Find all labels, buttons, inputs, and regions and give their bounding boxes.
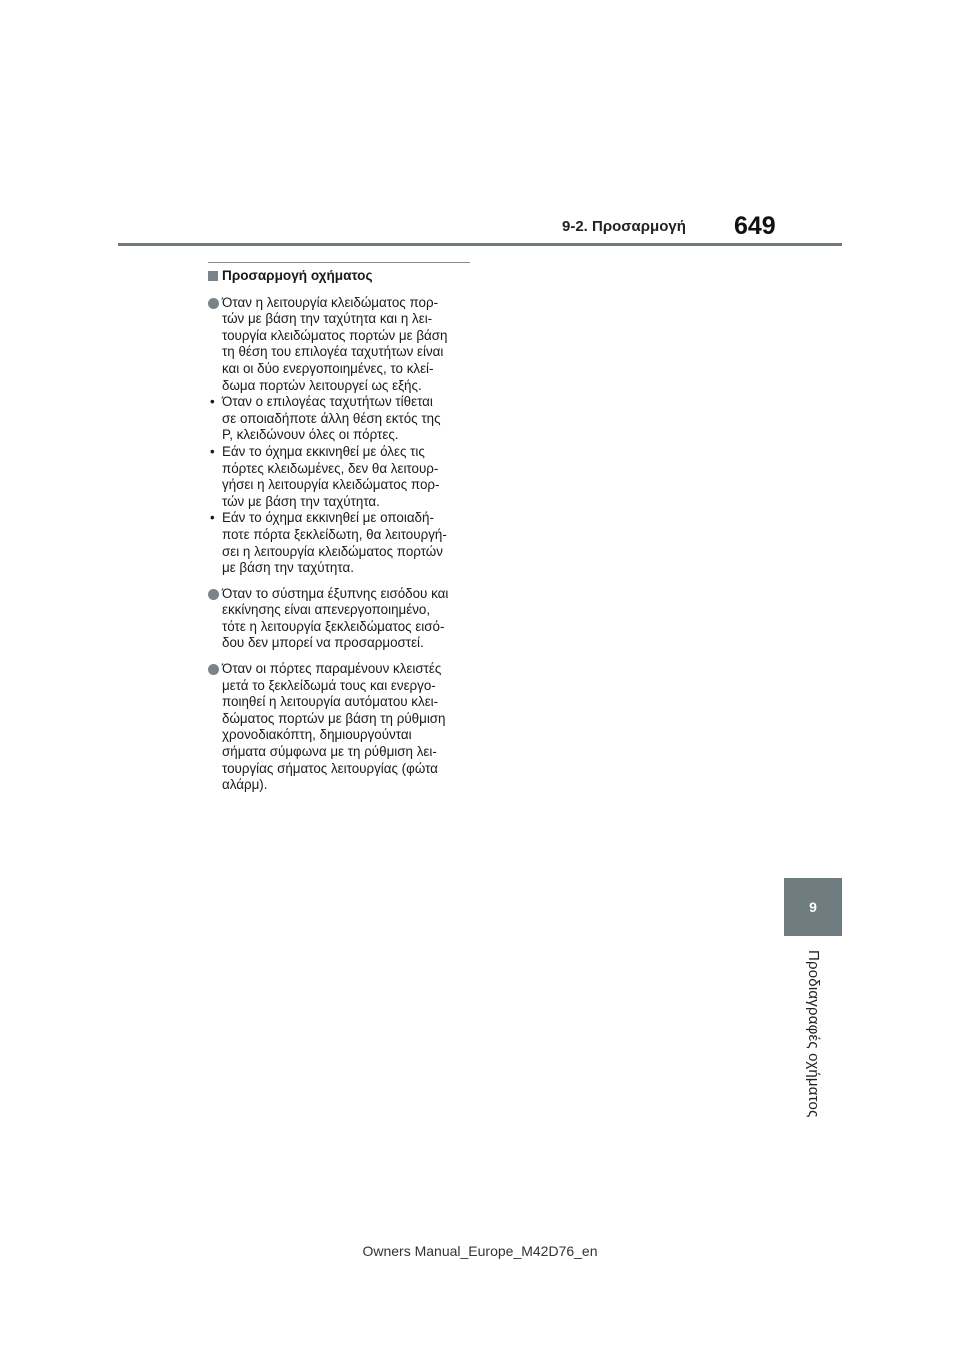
paragraph-line: τουργία κλειδώματος πορτών με βάση xyxy=(222,327,448,343)
paragraph-line: Όταν το σύστημα έξυπνης εισόδου και xyxy=(222,585,449,601)
circle-bullet-icon xyxy=(208,664,219,675)
subitem-line: με βάση την ταχύτητα. xyxy=(222,560,354,576)
subitem-line: σει η λειτουργία κλειδώματος πορτών xyxy=(222,543,443,559)
paragraph-line: τουργίας σήματος λειτουργίας (φώτα xyxy=(222,760,438,776)
subitem-line: P, κλειδώνουν όλες οι πόρτες. xyxy=(222,427,399,443)
chapter-title: Προδιαγραφές οχήματος xyxy=(805,950,822,1118)
section-heading-text: Προσαρμογή οχήματος xyxy=(222,268,373,283)
bullet-dot: • xyxy=(210,443,215,459)
page-number: 649 xyxy=(734,212,776,240)
paragraph-line: Όταν οι πόρτες παραμένουν κλειστές xyxy=(222,661,442,677)
subitem-line: Εάν το όχημα εκκινηθεί με οποιαδή- xyxy=(222,510,434,526)
paragraph xyxy=(208,295,470,395)
subitem-line: Όταν ο επιλογέας ταχυτήτων τίθεται xyxy=(222,394,433,410)
chapter-tab xyxy=(784,878,842,936)
paragraph-line: μετά το ξεκλείδωμά τους και ενεργο- xyxy=(222,677,436,693)
subitem xyxy=(208,394,470,444)
paragraph-line: αλάρμ). xyxy=(222,777,268,793)
paragraph-line: Όταν η λειτουργία κλειδώματος πορ- xyxy=(222,294,439,310)
circle-bullet-icon xyxy=(208,589,219,600)
subitem-list xyxy=(208,394,470,577)
paragraph-line: τών με βάση την ταχύτητα και η λει- xyxy=(222,311,433,327)
paragraph-line: δωμα πορτών λειτουργεί ως εξής. xyxy=(222,377,422,393)
running-header-section: 9-2. Προσαρμογή xyxy=(562,218,686,235)
paragraph xyxy=(208,661,470,794)
paragraph-line: δώματος πορτών με βάση τη ρύθμιση xyxy=(222,710,446,726)
bullet-dot: • xyxy=(210,394,215,410)
section-divider xyxy=(208,262,470,263)
paragraph-line: τότε η λειτουργία ξεκλειδώματος εισό- xyxy=(222,618,445,634)
content-column xyxy=(208,262,470,803)
subitem-line: τών με βάση την ταχύτητα. xyxy=(222,493,380,509)
subitem-line: Εάν το όχημα εκκινηθεί με όλες τις xyxy=(222,443,425,459)
chapter-number: 9 xyxy=(809,899,817,915)
paragraph-line: χρονοδιακόπτη, δημιουργούνται xyxy=(222,727,412,743)
subitem-line: πόρτες κλειδωμένες, δεν θα λειτουρ- xyxy=(222,460,439,476)
section-heading xyxy=(208,268,470,285)
subitem-line: σε οποιαδήποτε άλλη θέση εκτός της xyxy=(222,410,441,426)
paragraph-line: εκκίνησης είναι απενεργοποιημένο, xyxy=(222,602,431,618)
subitem xyxy=(208,510,470,576)
paragraph-line: σήματα σύμφωνα με τη ρύθμιση λει- xyxy=(222,744,437,760)
paragraph xyxy=(208,586,470,652)
bullet-dot: • xyxy=(210,510,215,526)
paragraph-line: δου δεν μπορεί να προσαρμοστεί. xyxy=(222,635,424,651)
header-divider xyxy=(118,243,842,246)
square-bullet-icon xyxy=(208,271,218,281)
circle-bullet-icon xyxy=(208,298,219,309)
subitem-line: γήσει η λειτουργία κλειδώματος πορ- xyxy=(222,477,440,493)
paragraph-line: τη θέση του επιλογέα ταχυτήτων είναι xyxy=(222,344,444,360)
paragraph-line: ποιηθεί η λειτουργία αυτόματου κλει- xyxy=(222,694,439,710)
page-footer: Owners Manual_Europe_M42D76_en xyxy=(362,1243,598,1259)
subitem xyxy=(208,444,470,510)
paragraph-line: και οι δύο ενεργοποιημένες, το κλεί- xyxy=(222,360,434,376)
subitem-line: ποτε πόρτα ξεκλείδωτη, θα λειτουργή- xyxy=(222,526,447,542)
